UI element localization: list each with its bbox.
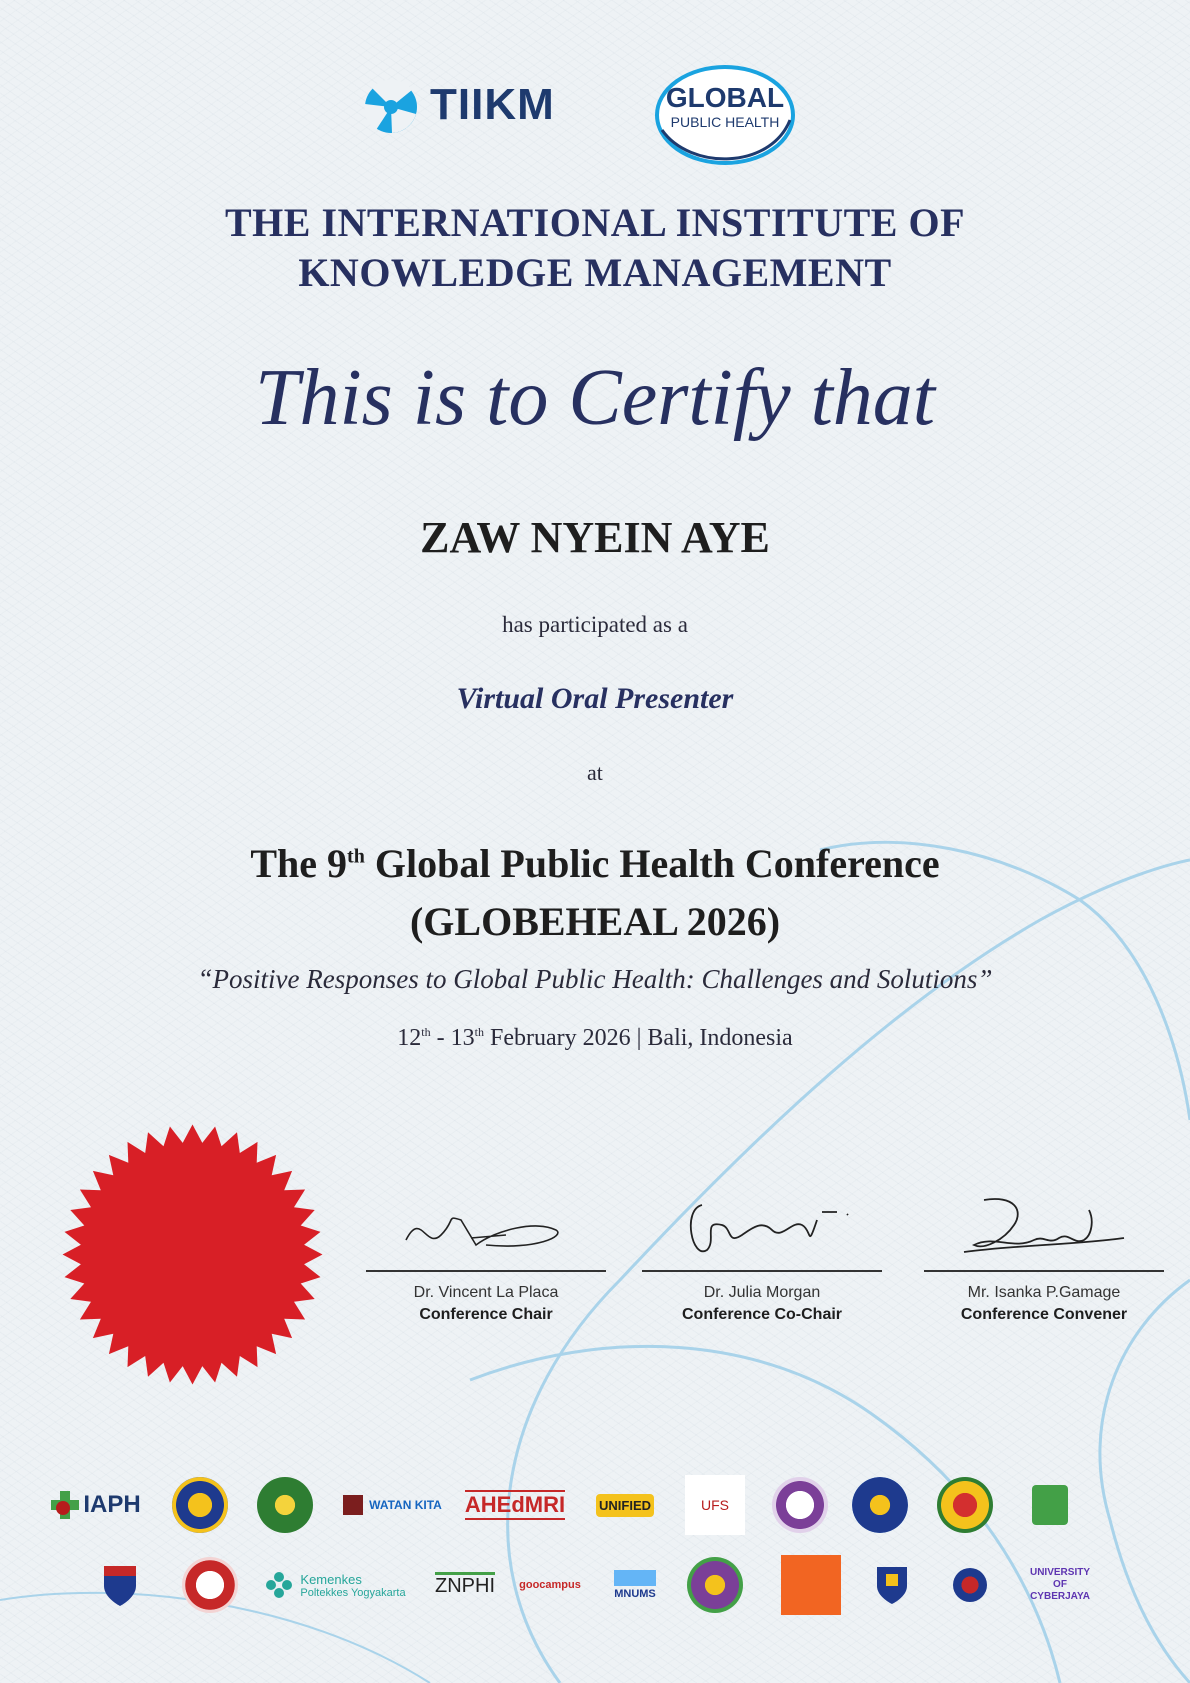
red-seal-icon [60,1122,325,1387]
date-start-day: 12 [397,1025,422,1051]
organization-title [0,198,1190,298]
partner-logo-sefako [80,1550,160,1620]
ufs-emblem-icon [685,1475,745,1535]
participated-text: has participated as a [502,612,688,637]
purple-seal-icon [772,1477,828,1533]
partner-logo-green-seal [255,1470,315,1540]
conference-title-line-1 [0,835,1190,893]
partner-label-znphi: ZNPHI [435,1572,495,1598]
certify-heading: This is to Certify that [254,354,936,442]
partner-label-iaph: IAPH [83,1491,141,1518]
tiikm-logo [362,78,592,148]
partner-label-poltekkes: Poltekkes Yogyakarta [300,1586,406,1599]
gph-title: GLOBAL [665,82,785,113]
partner-logo-iaph [45,1470,145,1540]
partner-label-watan-kita: WATAN KITA [369,1498,442,1512]
blue-seal-icon [852,1477,908,1533]
partner-logo-goocampus [515,1550,585,1620]
partner-logo-university-of-zimbabwe [862,1550,922,1620]
signatory-name-co-chair: Dr. Julia Morgan [703,1284,821,1301]
tshwane-emblem-icon [953,1568,987,1602]
participant-role: Virtual Oral Presenter [456,682,734,715]
recipient-name: ZAW NYEIN AYE [420,513,770,562]
signatory-name-convener: Mr. Isanka P.Gamage [967,1284,1121,1301]
signatory-title-convener: Conference Convener [960,1306,1128,1323]
partner-logo-kemenkes [260,1550,410,1620]
date-location: February 2026 | Bali, Indonesia [483,1025,793,1051]
global-public-health-logo [650,60,800,170]
partner-label-mnums: MNUMS [614,1570,656,1600]
partner-label-cyberjaya: UNIVERSITY OF CYBERJAYA [1029,1567,1090,1602]
udayana-seal-icon [172,1477,228,1533]
partner-logo-tshwane [940,1550,1000,1620]
signature-block-co-chair [642,1190,882,1324]
tiikm-swirl-icon [362,78,420,136]
university-crest-icon [343,1495,363,1515]
partner-label-goocampus: goocampus [519,1579,581,1591]
green-university-seal-icon [257,1477,313,1533]
conference-number-suffix: th [347,845,365,868]
partner-label-kemenkes: Kemenkes [300,1571,362,1587]
partner-logo-purple-crest [685,1550,745,1620]
gph-subtitle: PUBLIC HEALTH [670,114,780,130]
signatory-name-chair: Dr. Vincent La Placa [413,1284,559,1301]
conference-dates [0,1025,1190,1052]
partner-label-ahedmri: AHEdMRI [465,1490,565,1520]
partner-logo-watan-kita [335,1470,450,1540]
partner-logo-ufs [680,1470,750,1540]
partner-logo-ahedmri [460,1470,570,1540]
conference-name: Global Public Health Conference [364,841,940,886]
signature-convener-icon [924,1190,1164,1270]
signature-block-chair [366,1190,606,1324]
partner-logo-purple-seal [770,1470,830,1540]
partner-logo-unified [590,1470,660,1540]
date-end-day: 13 [450,1025,475,1051]
partner-logo-red-yellow-crest [930,1470,1000,1540]
conference-theme: “Positive Responses to Global Public Health: Challenges and Solutions” [197,964,993,994]
signature-block-convener [924,1190,1164,1324]
orange-university-icon [781,1555,841,1615]
header-logos [0,60,1190,170]
signatory-title-co-chair: Conference Co-Chair [681,1306,843,1323]
signatory-title-chair: Conference Chair [419,1306,553,1323]
conference-title [0,835,1190,951]
conference-title-line-2: (GLOBEHEAL 2026) [409,899,781,944]
signature-co-chair-icon [642,1190,882,1270]
partner-logos [40,1470,1150,1630]
partner-logo-hermina [1025,1470,1075,1540]
shield-crest-icon [100,1562,140,1608]
hermina-h-icon [1032,1485,1068,1525]
crest-seal-icon [937,1477,993,1533]
partner-logo-cyberjaya [1025,1550,1095,1620]
partner-row-2 [40,1550,1150,1630]
conference-number: The 9 [250,841,348,886]
purple-crest-icon [687,1557,743,1613]
state-university-seal-icon [182,1557,238,1613]
partner-label-unified: UNIFIED [596,1494,654,1517]
iaph-cross-icon [49,1489,81,1521]
partner-logo-udayana [170,1470,230,1540]
signature-chair-icon [366,1190,606,1270]
partner-label-ufs: UFS [701,1497,729,1513]
organization-line-2: KNOWLEDGE MANAGEMENT [298,250,892,295]
zimbabwe-crest-icon [874,1564,910,1606]
signature-line-co-chair [642,1270,882,1272]
at-text: at [587,760,603,785]
kemenkes-flower-icon [264,1570,294,1600]
partner-logo-znphi [425,1550,505,1620]
signature-line-chair [366,1270,606,1272]
date-start-suffix: th [421,1025,431,1039]
partner-logo-mnums [605,1550,665,1620]
tiikm-wordmark: TIIKM [430,80,555,129]
organization-line-1: THE INTERNATIONAL INSTITUTE OF [225,200,965,245]
partner-logo-state-university [180,1550,240,1620]
signature-line-convener [924,1270,1164,1272]
date-end-suffix: th [474,1025,484,1039]
partner-logo-blue-seal [850,1470,910,1540]
date-separator: - [430,1025,451,1051]
partner-logo-orange-university [780,1550,842,1620]
partner-row-1 [40,1470,1150,1550]
